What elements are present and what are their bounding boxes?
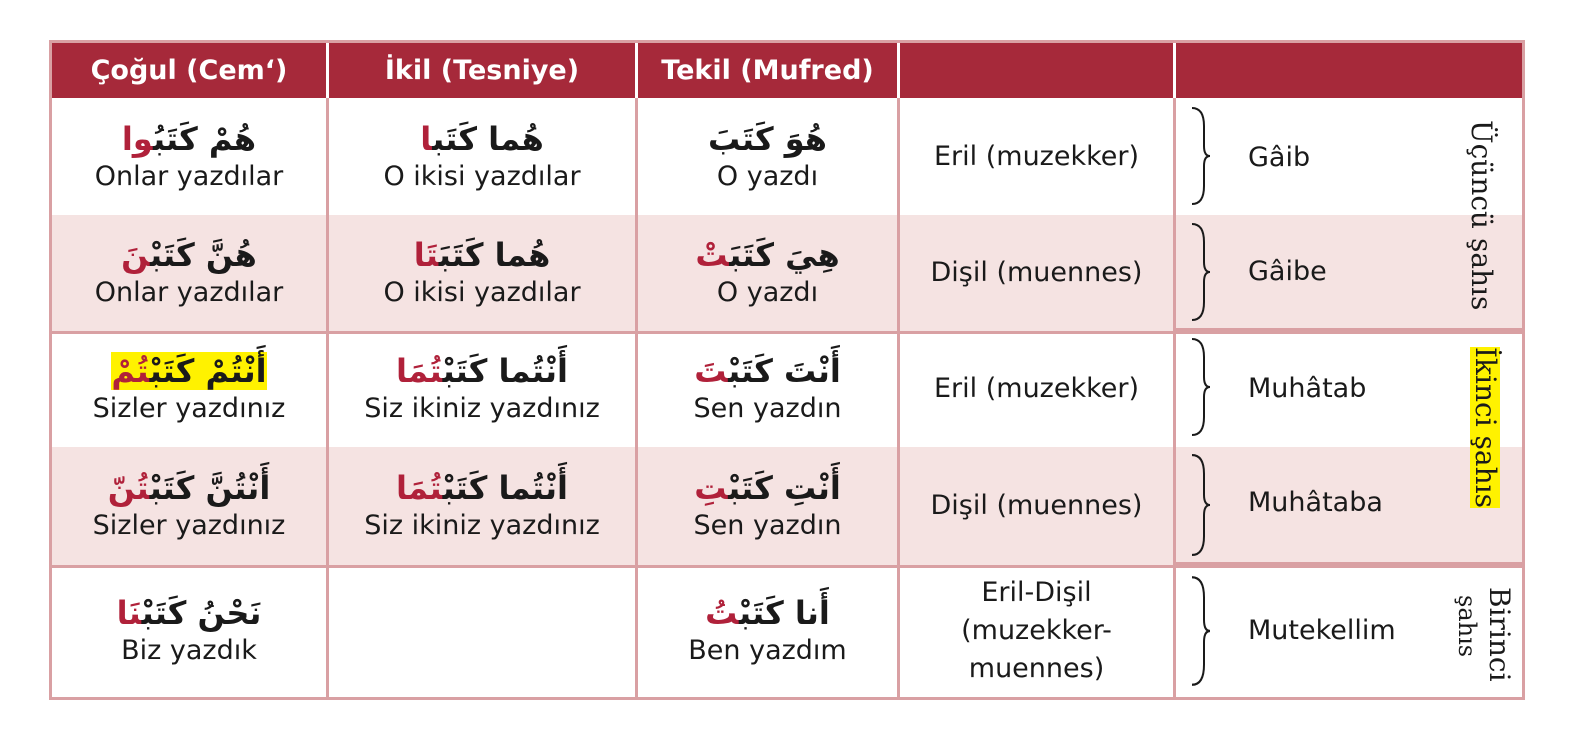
- cell-dual: [329, 447, 638, 565]
- brace-icon: [1190, 575, 1210, 687]
- arabic-form: أَنْتُما كَتَبْتُمَا: [396, 352, 568, 390]
- arabic-form: هِيَ كَتَبَتْ: [695, 236, 840, 274]
- cell-gender: [900, 98, 1176, 215]
- translation: Siz ikiniz yazdınız: [364, 510, 600, 541]
- conjugation-table: [49, 40, 1525, 700]
- cell-singular: [638, 331, 900, 447]
- header-dual-label: İkil (Tesniye): [384, 55, 580, 86]
- cell-singular: [638, 98, 900, 215]
- gender-label: Dişil (muennes): [930, 490, 1143, 521]
- table-header: [52, 43, 1522, 98]
- person-label: Gâib: [1248, 142, 1311, 173]
- translation: Sizler yazdınız: [92, 393, 286, 424]
- cell-dual: [329, 331, 638, 447]
- brace-icon: [1190, 106, 1210, 206]
- translation: Ben yazdım: [688, 635, 847, 666]
- arabic-form: هُما كَتَبَتَا: [413, 236, 551, 274]
- arabic-form: نَحْنُ كَتَبْنَا: [116, 594, 262, 632]
- translation: Onlar yazdılar: [94, 277, 284, 308]
- person-label: Muhâtab: [1248, 373, 1367, 404]
- cell-singular: [638, 565, 900, 697]
- header-plural: [52, 43, 329, 98]
- person-label: Gâibe: [1248, 256, 1327, 287]
- arabic-form: هُوَ كَتَبَ: [708, 119, 827, 158]
- gender-label: Eril (muzekker): [933, 140, 1140, 172]
- header-singular: [638, 43, 900, 98]
- translation: O ikisi yazdılar: [383, 277, 581, 308]
- cell-gender: [900, 331, 1176, 447]
- translation: Sen yazdın: [693, 510, 842, 541]
- group-third-person: [1176, 98, 1522, 331]
- cell-dual: [329, 98, 638, 215]
- cell-singular: [638, 215, 900, 331]
- gender-line: Eril-Dişil: [981, 577, 1092, 608]
- cell-gender: [900, 215, 1176, 331]
- brace-icon: [1190, 453, 1210, 557]
- header-plural-label: Çoğul (Cem‘): [90, 55, 288, 86]
- cell-dual: [329, 215, 638, 331]
- brace-icon: [1190, 337, 1210, 437]
- translation: Onlar yazdılar: [94, 160, 284, 192]
- cell-plural: [52, 447, 329, 565]
- translation: Sizler yazdınız: [92, 510, 286, 541]
- arabic-form: أَنا كَتَبْتُ: [705, 594, 830, 632]
- arabic-form: أَنْتِ كَتَبْتِ: [694, 469, 841, 507]
- translation: O yazdı: [716, 277, 819, 308]
- group-label-third: Üçüncü şahıs: [1465, 120, 1498, 311]
- cell-plural: [52, 98, 329, 215]
- header-singular-label: Tekil (Mufred): [661, 55, 874, 86]
- gender-label: Dişil (muennes): [930, 257, 1143, 288]
- cell-plural: [52, 565, 329, 697]
- arabic-form: أَنْتُما كَتَبْتُمَا: [396, 469, 568, 507]
- gender-label: Eril (muzekker): [933, 373, 1140, 404]
- cell-plural: [52, 331, 329, 447]
- cell-dual-empty: [329, 565, 638, 697]
- gender-line: muennes): [968, 653, 1105, 684]
- brace-icon: [1190, 222, 1210, 322]
- cell-plural: [52, 215, 329, 331]
- gender-line: (muzekker-: [961, 615, 1112, 646]
- arabic-form: هُما كَتَبا: [420, 119, 544, 158]
- translation: Sen yazdın: [693, 393, 842, 424]
- translation: Siz ikiniz yazdınız: [364, 393, 600, 424]
- cell-gender: [900, 447, 1176, 565]
- cell-singular: [638, 447, 900, 565]
- cell-gender: [900, 565, 1176, 697]
- translation: O ikisi yazdılar: [383, 160, 581, 192]
- header-person: [1176, 43, 1522, 98]
- group-second-person: [1176, 331, 1522, 565]
- translation: Biz yazdık: [121, 635, 257, 666]
- arabic-form: أَنْتَ كَتَبْتَ: [694, 352, 841, 390]
- group-label-first-line2: şahıs: [1453, 595, 1481, 658]
- group-first-person: [1176, 565, 1522, 697]
- translation: O yazdı: [716, 160, 819, 192]
- arabic-form-highlighted: أَنْتُمْ كَتَبْتُمْ: [111, 352, 267, 390]
- person-label: Muhâtaba: [1248, 487, 1383, 518]
- arabic-form: هُنَّ كَتَبْنَ: [121, 236, 257, 274]
- header-gender: [900, 43, 1176, 98]
- group-label-first-line1: Birinci: [1483, 587, 1516, 682]
- header-dual: [329, 43, 638, 98]
- arabic-form: أَنْتُنَّ كَتَبْتُنّ: [107, 469, 271, 507]
- arabic-form: هُمْ كَتَبُوا: [121, 119, 257, 158]
- group-label-second: İkinci şahıs: [1469, 347, 1502, 508]
- person-label: Mutekellim: [1248, 615, 1396, 646]
